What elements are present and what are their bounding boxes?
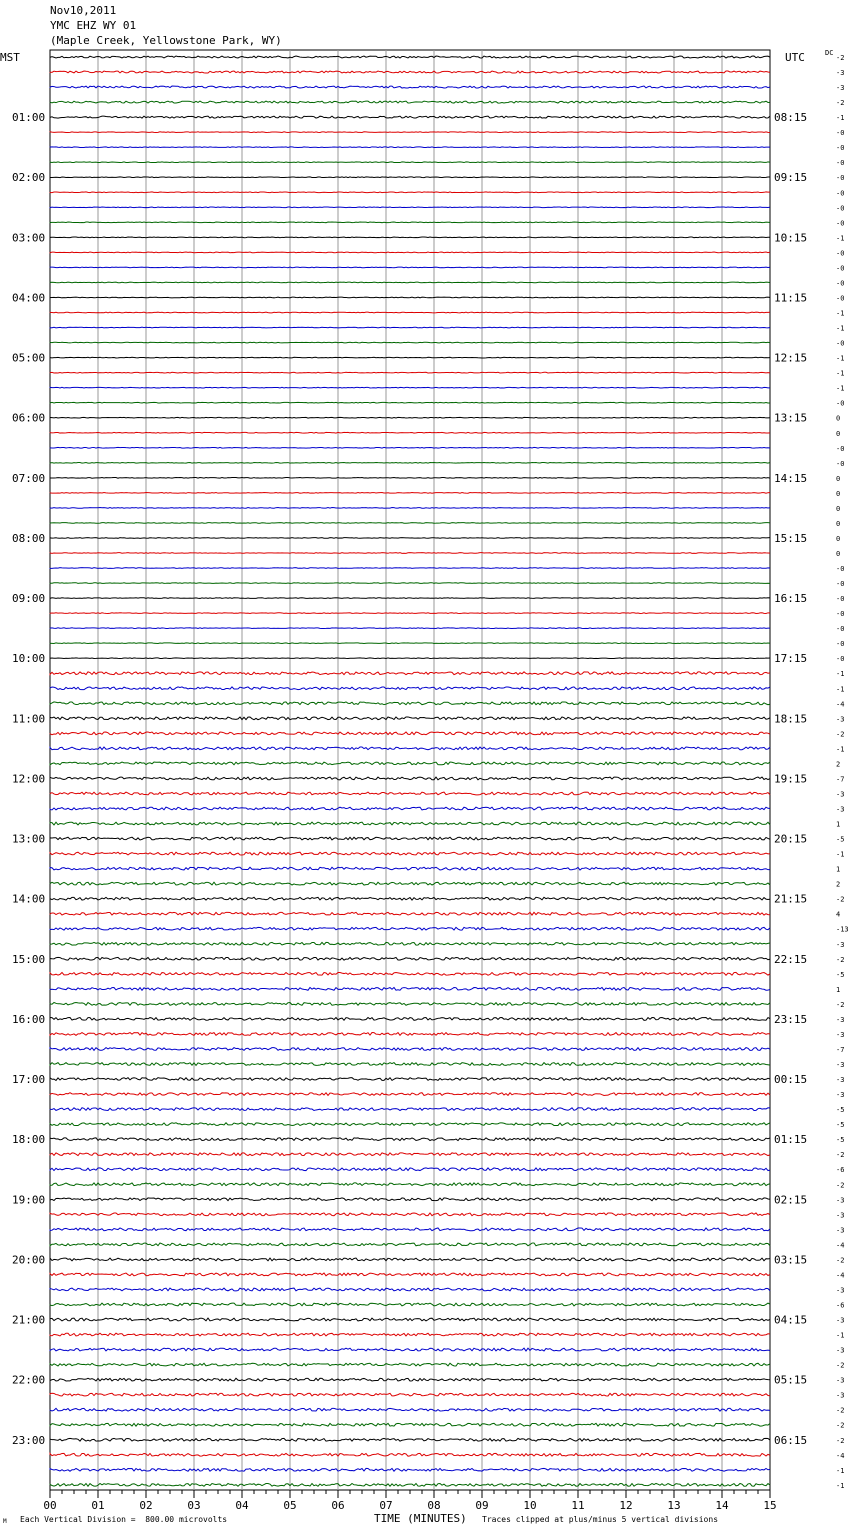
dc-offset-label: -3 xyxy=(836,69,845,78)
dc-offset-label: 0 xyxy=(836,414,841,423)
dc-offset-label: -7 xyxy=(836,775,845,784)
dc-offset-label: -2 xyxy=(836,1361,845,1370)
seismic-trace xyxy=(50,1063,770,1066)
seismic-trace xyxy=(50,132,770,133)
seismic-trace xyxy=(50,101,770,103)
dc-offset-label: 0 xyxy=(836,474,841,483)
dc-offset-label: -0 xyxy=(836,399,845,408)
dc-offset-label: -4 xyxy=(836,1271,845,1280)
x-tick-label: 13 xyxy=(667,1499,681,1512)
seismic-trace xyxy=(50,508,770,509)
dc-offset-label: -2 xyxy=(836,1421,845,1430)
dc-offset-label: -0 xyxy=(836,625,845,634)
x-tick-label: 00 xyxy=(43,1499,57,1512)
x-tick-label: 04 xyxy=(235,1499,249,1512)
x-tick-label: 03 xyxy=(187,1499,201,1512)
seismic-trace xyxy=(50,1393,770,1396)
mst-hour-label: 21:00 xyxy=(12,1313,46,1327)
seismic-trace xyxy=(50,86,770,88)
seismic-trace xyxy=(50,658,770,659)
seismic-trace xyxy=(50,116,770,118)
seismic-trace xyxy=(50,777,770,780)
seismic-trace xyxy=(50,462,770,463)
mst-hour-label: 11:00 xyxy=(12,712,46,726)
seismic-trace xyxy=(50,1033,770,1036)
seismic-trace xyxy=(50,267,770,268)
utc-hour-label: 11:15 xyxy=(774,291,808,305)
dc-offset-label: -3 xyxy=(836,1076,845,1085)
right-timezone-label: UTC xyxy=(785,51,805,64)
dc-offset-label: -1 xyxy=(836,850,845,859)
utc-hour-label: 12:15 xyxy=(774,351,808,365)
dc-offset-label: -6 xyxy=(836,1166,845,1175)
dc-offset-label: -5 xyxy=(836,1121,845,1130)
dc-offset-label: -0 xyxy=(836,264,845,273)
dc-offset-label: 1 xyxy=(836,985,841,994)
seismic-trace xyxy=(50,1183,770,1186)
seismic-trace xyxy=(50,643,770,644)
dc-offset-label: -3 xyxy=(836,940,845,949)
dc-offset-label: -5 xyxy=(836,1106,845,1115)
mst-hour-label: 15:00 xyxy=(12,952,46,966)
seismic-trace xyxy=(50,672,770,675)
seismic-trace xyxy=(50,1348,770,1351)
dc-offset-label: -3 xyxy=(836,1015,845,1024)
utc-hour-label: 13:15 xyxy=(774,411,808,425)
dc-offset-label: 0 xyxy=(836,429,841,438)
x-tick-label: 01 xyxy=(91,1499,105,1512)
dc-offset-label: -3 xyxy=(836,1196,845,1205)
utc-hour-label: 23:15 xyxy=(774,1012,808,1026)
dc-offset-label: -0 xyxy=(836,459,845,468)
dc-offset-label: -4 xyxy=(836,1241,845,1250)
dc-offset-label: -3 xyxy=(836,1226,845,1235)
seismic-trace xyxy=(50,1288,770,1291)
dc-offset-label: 2 xyxy=(836,760,841,769)
dc-offset-label: -3 xyxy=(836,1286,845,1295)
seismic-trace xyxy=(50,1438,770,1441)
dc-offset-label: 0 xyxy=(836,489,841,498)
seismic-trace xyxy=(50,162,770,163)
dc-offset-label: -3 xyxy=(836,1211,845,1220)
mst-hour-label: 18:00 xyxy=(12,1133,46,1147)
x-tick-label: 08 xyxy=(427,1499,441,1512)
dc-offset-label: -0 xyxy=(836,580,845,589)
dc-offset-label: -1 xyxy=(836,1331,845,1340)
dc-offset-label: -5 xyxy=(836,970,845,979)
dc-offset-label: -1 xyxy=(836,685,845,694)
utc-hour-label: 01:15 xyxy=(774,1133,808,1147)
dc-offset-label: -2 xyxy=(836,730,845,739)
seismic-trace xyxy=(50,1108,770,1111)
x-tick-label: 07 xyxy=(379,1499,393,1512)
dc-offset-label: -6 xyxy=(836,1301,845,1310)
seismic-trace xyxy=(50,207,770,208)
seismic-trace xyxy=(50,972,770,975)
dc-offset-label: 4 xyxy=(836,910,841,919)
x-axis-title: TIME (MINUTES) xyxy=(374,1512,467,1525)
dc-offset-label: -0 xyxy=(836,249,845,258)
seismic-trace xyxy=(50,1303,770,1306)
x-tick-label: 02 xyxy=(139,1499,153,1512)
dc-offset-label: -0 xyxy=(836,444,845,453)
dc-offset-label: -0 xyxy=(836,655,845,664)
seismic-trace xyxy=(50,1453,770,1456)
dc-offset-label: 0 xyxy=(836,519,841,528)
seismic-trace xyxy=(50,282,770,283)
dc-offset-label: -3 xyxy=(836,715,845,724)
dc-offset-label: -2 xyxy=(836,99,845,108)
seismic-trace xyxy=(50,417,770,418)
dc-offset-label: -1 xyxy=(836,354,845,363)
seismic-trace xyxy=(50,252,770,253)
x-tick-label: 12 xyxy=(619,1499,633,1512)
dc-offset-label: -2 xyxy=(836,1181,845,1190)
dc-offset-label: -3 xyxy=(836,1316,845,1325)
dc-offset-label: -0 xyxy=(836,610,845,619)
footer-mark: M xyxy=(3,1518,7,1525)
vertical-scale-note: Each Vertical Division = 800.00 microvolts xyxy=(20,1515,228,1524)
dc-offset-label: -2 xyxy=(836,54,845,62)
mst-hour-label: 17:00 xyxy=(12,1073,46,1087)
seismic-trace xyxy=(50,327,770,328)
seismic-trace xyxy=(50,583,770,584)
seismic-trace xyxy=(50,553,770,554)
utc-hour-label: 19:15 xyxy=(774,772,808,786)
dc-offset-label: -5 xyxy=(836,1136,845,1145)
seismic-trace xyxy=(50,312,770,313)
seismic-trace xyxy=(50,942,770,945)
dc-offset-label: -0 xyxy=(836,204,845,213)
utc-hour-label: 20:15 xyxy=(774,832,808,846)
dc-offset-label: -1 xyxy=(836,1481,845,1490)
dc-offset-label: -1 xyxy=(836,1466,845,1475)
seismic-trace xyxy=(50,1168,770,1171)
dc-offset-label: -0 xyxy=(836,640,845,649)
dc-offset-label: 2 xyxy=(836,880,841,889)
seismic-trace xyxy=(50,1243,770,1246)
utc-hour-label: 05:15 xyxy=(774,1373,808,1387)
x-tick-label: 14 xyxy=(715,1499,729,1512)
seismic-trace xyxy=(50,568,770,569)
dc-offset-label: -0 xyxy=(836,565,845,574)
chart-station: YMC EHZ WY 01 xyxy=(50,19,137,32)
seismic-trace xyxy=(50,1018,770,1021)
dc-offset-label: -3 xyxy=(836,1391,845,1400)
clip-note: Traces clipped at plus/minus 5 vertical divisions xyxy=(482,1515,719,1524)
seismic-trace xyxy=(50,807,770,810)
seismic-trace xyxy=(50,1408,770,1411)
seismic-trace xyxy=(50,747,770,750)
seismic-trace xyxy=(50,342,770,343)
utc-hour-label: 18:15 xyxy=(774,712,808,726)
dc-offset-label: -2 xyxy=(836,1000,845,1009)
mst-hour-label: 02:00 xyxy=(12,171,46,185)
seismic-trace xyxy=(50,357,770,358)
seismic-trace xyxy=(50,192,770,193)
mst-hour-label: 22:00 xyxy=(12,1373,46,1387)
chart-location: (Maple Creek, Yellowstone Park, WY) xyxy=(50,34,282,47)
seismic-trace xyxy=(50,1213,770,1216)
seismic-trace xyxy=(50,1153,770,1156)
seismic-trace xyxy=(50,1048,770,1051)
dc-offset-label: -1 xyxy=(836,384,845,393)
seismic-trace xyxy=(50,867,770,870)
dc-offset-label: -0 xyxy=(836,219,845,228)
seismic-trace xyxy=(50,1123,770,1126)
mst-hour-label: 23:00 xyxy=(12,1433,46,1447)
seismic-trace xyxy=(50,56,770,58)
mst-hour-label: 20:00 xyxy=(12,1253,46,1267)
dc-offset-label: -1 xyxy=(836,309,845,318)
dc-offset-label: -0 xyxy=(836,144,845,153)
seismic-trace xyxy=(50,493,770,494)
utc-hour-label: 09:15 xyxy=(774,171,808,185)
dc-offset-label: -2 xyxy=(836,955,845,964)
utc-hour-label: 15:15 xyxy=(774,531,808,545)
dc-offset-label: -2 xyxy=(836,1436,845,1445)
seismic-trace xyxy=(50,1468,770,1471)
seismic-trace xyxy=(50,987,770,990)
dc-offset-label: -1 xyxy=(836,745,845,754)
seismic-trace xyxy=(50,1273,770,1276)
dc-offset-label: -0 xyxy=(836,189,845,198)
seismic-trace xyxy=(50,927,770,930)
seismic-trace xyxy=(50,1228,770,1231)
seismic-trace xyxy=(50,897,770,900)
seismic-trace xyxy=(50,177,770,178)
seismic-trace xyxy=(50,1078,770,1081)
utc-hour-label: 22:15 xyxy=(774,952,808,966)
utc-hour-label: 06:15 xyxy=(774,1433,808,1447)
seismic-trace xyxy=(50,297,770,298)
seismic-trace xyxy=(50,1378,770,1381)
dc-offset-label: -2 xyxy=(836,1151,845,1160)
utc-hour-label: 17:15 xyxy=(774,652,808,666)
utc-hour-label: 03:15 xyxy=(774,1253,808,1267)
mst-hour-label: 16:00 xyxy=(12,1012,46,1026)
utc-hour-label: 08:15 xyxy=(774,111,808,125)
dc-offset-label: 0 xyxy=(836,504,841,513)
seismic-trace xyxy=(50,237,770,238)
seismic-trace xyxy=(50,1198,770,1201)
dc-offset-label: -4 xyxy=(836,700,845,709)
mst-hour-label: 13:00 xyxy=(12,832,46,846)
dc-offset-label: -3 xyxy=(836,805,845,814)
utc-hour-label: 21:15 xyxy=(774,892,808,906)
dc-offset-label: -3 xyxy=(836,1346,845,1355)
seismic-trace xyxy=(50,1318,770,1321)
x-tick-label: 05 xyxy=(283,1499,297,1512)
seismic-trace xyxy=(50,882,770,885)
seismic-trace xyxy=(50,477,770,478)
dc-offset-label: -2 xyxy=(836,895,845,904)
seismic-trace xyxy=(50,71,770,73)
mst-hour-label: 10:00 xyxy=(12,652,46,666)
dc-offset-label: -1 xyxy=(836,324,845,333)
mst-hour-label: 04:00 xyxy=(12,291,46,305)
seismic-trace xyxy=(50,387,770,388)
seismic-trace xyxy=(50,1333,770,1336)
seismic-trace xyxy=(50,1258,770,1261)
seismic-trace xyxy=(50,432,770,433)
dc-offset-label: -5 xyxy=(836,835,845,844)
dc-offset-label: -0 xyxy=(836,294,845,303)
dc-offset-label: -0 xyxy=(836,279,845,288)
mst-hour-label: 06:00 xyxy=(12,411,46,425)
mst-hour-label: 05:00 xyxy=(12,351,46,365)
seismic-trace xyxy=(50,1138,770,1141)
seismic-trace xyxy=(50,792,770,795)
dc-offset-label: -1 xyxy=(836,114,845,123)
dc-offset-label: -0 xyxy=(836,595,845,604)
seismic-trace xyxy=(50,538,770,539)
seismic-trace xyxy=(50,1483,770,1486)
dc-offset-label: -3 xyxy=(836,1091,845,1100)
seismic-trace xyxy=(50,447,770,448)
seismic-trace xyxy=(50,732,770,735)
dc-offset-label: -1 xyxy=(836,670,845,679)
seismic-trace xyxy=(50,628,770,629)
utc-hour-label: 16:15 xyxy=(774,592,808,606)
seismic-trace xyxy=(50,822,770,825)
seismic-trace xyxy=(50,222,770,223)
dc-offset-label: -13 xyxy=(836,925,849,934)
utc-hour-label: 00:15 xyxy=(774,1073,808,1087)
mst-hour-label: 19:00 xyxy=(12,1193,46,1207)
dc-offset-label: -3 xyxy=(836,1030,845,1039)
mst-hour-label: 09:00 xyxy=(12,592,46,606)
seismic-trace xyxy=(50,762,770,765)
seismic-trace xyxy=(50,687,770,690)
seismic-trace xyxy=(50,598,770,599)
dc-offset-label: -7 xyxy=(836,1045,845,1054)
seismic-trace xyxy=(50,1093,770,1096)
x-tick-label: 10 xyxy=(523,1499,537,1512)
dc-offset-label: 0 xyxy=(836,549,841,558)
dc-offset-label: -0 xyxy=(836,159,845,168)
left-timezone-label: MST xyxy=(0,51,20,64)
chart-date: Nov10,2011 xyxy=(50,4,117,17)
dc-offset-label: -0 xyxy=(836,129,845,138)
dc-offset-label: -2 xyxy=(836,1406,845,1415)
seismic-trace xyxy=(50,1423,770,1426)
mst-hour-label: 03:00 xyxy=(12,231,46,245)
dc-offset-label: -1 xyxy=(836,234,845,243)
x-tick-label: 15 xyxy=(763,1499,777,1512)
seismic-trace xyxy=(50,837,770,840)
mst-hour-label: 01:00 xyxy=(12,111,46,125)
dc-offset-label: 0 xyxy=(836,534,841,543)
seismic-trace xyxy=(50,147,770,148)
x-tick-label: 11 xyxy=(571,1499,585,1512)
utc-hour-label: 10:15 xyxy=(774,231,808,245)
dc-offset-label: -0 xyxy=(836,339,845,348)
seismic-trace xyxy=(50,957,770,960)
dc-offset-label: -4 xyxy=(836,1451,845,1460)
seismic-trace xyxy=(50,717,770,720)
seismic-trace xyxy=(50,912,770,915)
dc-offset-label: -3 xyxy=(836,1376,845,1385)
x-tick-label: 09 xyxy=(475,1499,489,1512)
mst-hour-label: 14:00 xyxy=(12,892,46,906)
dc-offset-label: -3 xyxy=(836,84,845,93)
dc-offset-label: -1 xyxy=(836,369,845,378)
seismic-trace xyxy=(50,1363,770,1366)
mst-hour-label: 07:00 xyxy=(12,471,46,485)
seismic-trace xyxy=(50,372,770,373)
dc-offset-label: 1 xyxy=(836,820,841,829)
seismic-trace xyxy=(50,852,770,855)
utc-hour-label: 02:15 xyxy=(774,1193,808,1207)
seismic-trace xyxy=(50,1002,770,1005)
dc-offset-header: DC xyxy=(825,49,834,57)
seismic-trace xyxy=(50,523,770,524)
dc-offset-label: -2 xyxy=(836,1256,845,1265)
utc-hour-label: 04:15 xyxy=(774,1313,808,1327)
mst-hour-label: 08:00 xyxy=(12,531,46,545)
seismic-trace xyxy=(50,702,770,705)
dc-offset-label: -3 xyxy=(836,790,845,799)
dc-offset-label: 1 xyxy=(836,865,841,874)
seismic-trace xyxy=(50,613,770,614)
utc-hour-label: 14:15 xyxy=(774,471,808,485)
x-tick-label: 06 xyxy=(331,1499,345,1512)
dc-offset-label: -3 xyxy=(836,1061,845,1070)
mst-hour-label: 12:00 xyxy=(12,772,46,786)
seismic-trace xyxy=(50,402,770,403)
dc-offset-label: -0 xyxy=(836,174,845,183)
